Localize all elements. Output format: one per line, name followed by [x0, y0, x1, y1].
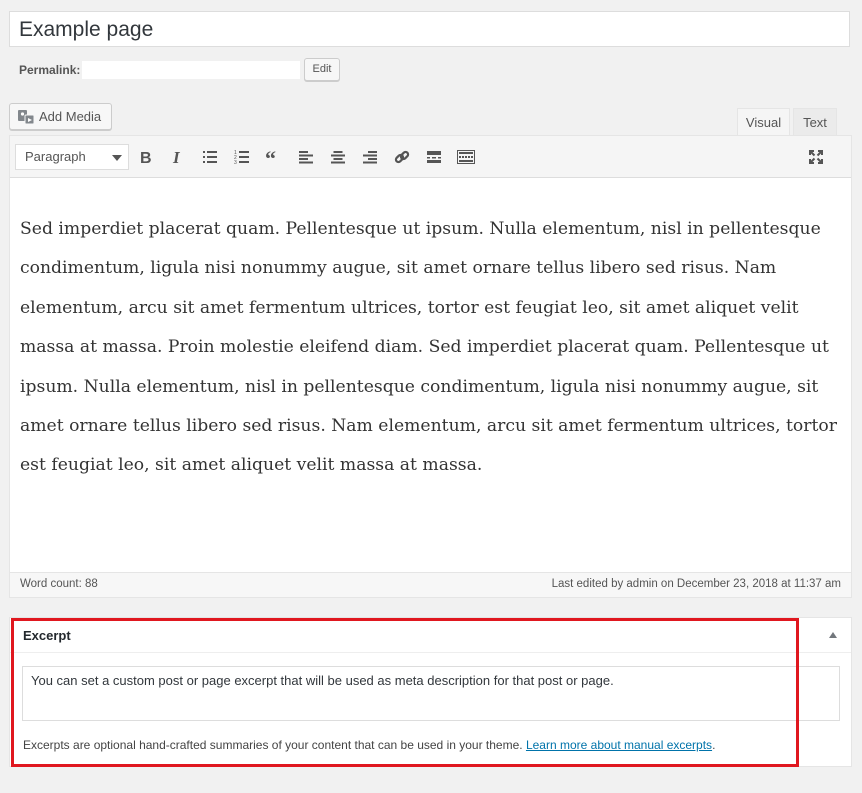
- blockquote-icon[interactable]: [264, 147, 284, 167]
- fullscreen-icon[interactable]: [806, 147, 826, 167]
- svg-text:“: “: [265, 150, 276, 164]
- permalink-slug[interactable]: [82, 61, 300, 79]
- excerpt-help-text: [23, 738, 715, 752]
- editor: [9, 135, 852, 598]
- excerpt-title: Excerpt: [23, 628, 71, 643]
- svg-text:2: 2: [234, 155, 237, 161]
- align-center-icon[interactable]: [328, 147, 348, 167]
- bold-icon[interactable]: [136, 147, 156, 167]
- read-more-icon[interactable]: [424, 147, 444, 167]
- excerpt-panel: [9, 617, 852, 767]
- word-count: Word count: 88: [20, 578, 98, 590]
- toolbar-toggle-icon[interactable]: [456, 147, 476, 167]
- add-media-button[interactable]: [9, 103, 112, 130]
- excerpt-textarea[interactable]: You can set a custom post or page excerpt that will be used as meta description for that post or page.: [22, 666, 840, 721]
- tab-text[interactable]: Text: [793, 108, 837, 136]
- svg-text:B: B: [140, 150, 152, 165]
- learn-more-link[interactable]: Learn more about manual excerpts: [525, 738, 713, 752]
- editor-toolbar: [10, 136, 851, 178]
- last-edited: Last edited by admin on December 23, 2018 at 11:37 am: [551, 578, 841, 590]
- excerpt-help-suffix: .: [712, 738, 716, 752]
- title-input[interactable]: Example page: [9, 11, 850, 47]
- format-select[interactable]: [15, 144, 129, 170]
- permalink-row: [19, 58, 300, 82]
- excerpt-help-body: Excerpts are optional hand-crafted summaries of your content that can be used in your theme.: [23, 738, 526, 752]
- excerpt-header[interactable]: [10, 618, 851, 653]
- link-icon[interactable]: [392, 147, 412, 167]
- permalink-edit-button[interactable]: Edit: [304, 58, 340, 81]
- bullet-list-icon[interactable]: [200, 147, 220, 167]
- svg-text:1: 1: [234, 150, 237, 156]
- numbered-list-icon[interactable]: [232, 147, 252, 167]
- media-icon: [17, 109, 35, 125]
- editor-statusbar: [10, 572, 851, 597]
- svg-text:3: 3: [234, 160, 237, 164]
- add-media-label: Add Media: [39, 109, 102, 124]
- format-select-value: Paragraph: [25, 149, 86, 164]
- chevron-down-icon: [112, 155, 122, 161]
- italic-icon[interactable]: [168, 147, 188, 167]
- tab-visual[interactable]: Visual: [737, 108, 790, 136]
- collapse-arrow-icon[interactable]: [829, 632, 837, 638]
- permalink-label: Permalink:: [19, 63, 81, 77]
- align-right-icon[interactable]: [360, 147, 380, 167]
- svg-text:I: I: [173, 149, 180, 165]
- align-left-icon[interactable]: [296, 147, 316, 167]
- editor-content[interactable]: Sed imperdiet placerat quam. Pellentesque ut ipsum. Nulla elementum, nisl in pellentesque condimentum, ligula nisi nonummy augue, sit amet ornare tellus libero sed risus. Nam elementum, arcu sit amet fermentum ultrices, tortor est feugiat leo, sit amet aliquet velit massa at massa. Proin molestie eleifend diam. Sed imperdiet placerat quam. Pellentesque ut ipsum. Nulla elementum, nisl in pellentesque condimentum, ligula nisi nonummy augue, sit amet ornare tellus libero sed risus. Nam elementum, arcu sit amet fermentum ultrices, tortor est feugiat leo, sit amet aliquet velit massa at massa.: [20, 219, 837, 476]
